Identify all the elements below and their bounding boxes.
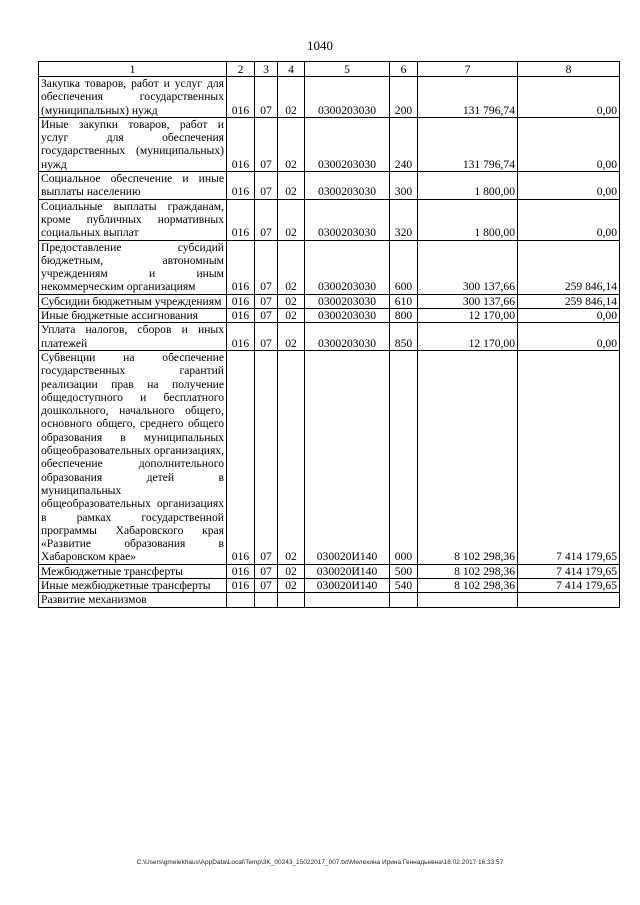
admin-code-cell: 016 [227,323,255,351]
target-article-cell: 0300203030 [305,117,390,171]
section-cell: 07 [255,294,278,308]
planned-amount-cell: 1 800,00 [418,199,518,240]
planned-amount-cell: 1 800,00 [418,172,518,200]
section-cell [255,593,278,607]
table-row [39,578,620,592]
target-article-cell: 0300203030 [305,323,390,351]
planned-amount-cell: 8 102 298,36 [418,350,518,564]
executed-amount-cell: 259 846,14 [518,240,620,294]
expense-type-cell: 320 [390,199,418,240]
subsection-cell: 02 [278,294,305,308]
admin-code-cell: 016 [227,240,255,294]
table-header-row [39,62,620,77]
subsection-cell: 02 [278,564,305,578]
expense-type-cell: 200 [390,77,418,118]
column-header: 5 [305,62,390,77]
executed-amount-cell: 7 414 179,65 [518,564,620,578]
column-header: 3 [255,62,278,77]
file-path-footer: C:\Users\gmelekhaus\AppData\Local\Temp\3K_00243_15022017_007.txt\Мелехина Ирина Геннадьевна\16.02.2017 16:33:57 [136,859,504,866]
table-row [39,77,620,118]
planned-amount-cell: 12 170,00 [418,309,518,323]
subsection-cell: 02 [278,199,305,240]
target-article-cell: 0300203030 [305,294,390,308]
row-name-cell: Иные закупки товаров, работ и услуг для обеспечения государственных (муниципальных) нужд [39,117,227,171]
admin-code-cell: 016 [227,578,255,592]
admin-code-cell [227,593,255,607]
subsection-cell: 02 [278,323,305,351]
expense-type-cell: 600 [390,240,418,294]
section-cell: 07 [255,77,278,118]
admin-code-cell: 016 [227,117,255,171]
planned-amount-cell: 12 170,00 [418,323,518,351]
column-header: 6 [390,62,418,77]
row-name-cell: Социальное обеспечение и иные выплаты населению [39,172,227,200]
table-row [39,240,620,294]
section-cell: 07 [255,172,278,200]
page-number: 1040 [307,38,333,53]
section-cell: 07 [255,240,278,294]
subsection-cell: 02 [278,350,305,564]
row-name-cell: Иные межбюджетные трансферты [39,578,227,592]
subsection-cell: 02 [278,117,305,171]
expense-type-cell: 300 [390,172,418,200]
subsection-cell: 02 [278,240,305,294]
target-article-cell: 030020И140 [305,564,390,578]
row-name-cell: Предоставление субсидий бюджетным, автономным учреждениям и иным некоммерческим организациям [39,240,227,294]
target-article-cell: 0300203030 [305,240,390,294]
section-cell: 07 [255,199,278,240]
target-article-cell: 0300203030 [305,199,390,240]
executed-amount-cell: 7 414 179,65 [518,578,620,592]
admin-code-cell: 016 [227,350,255,564]
row-name-cell: Иные бюджетные ассигнования [39,309,227,323]
target-article-cell: 030020И140 [305,350,390,564]
expense-type-cell: 540 [390,578,418,592]
table-row [39,199,620,240]
executed-amount-cell: 0,00 [518,117,620,171]
planned-amount-cell: 8 102 298,36 [418,578,518,592]
planned-amount-cell [418,593,518,607]
admin-code-cell: 016 [227,294,255,308]
subsection-cell: 02 [278,578,305,592]
expense-type-cell: 240 [390,117,418,171]
subsection-cell: 02 [278,172,305,200]
column-header: 2 [227,62,255,77]
table-row [39,117,620,171]
executed-amount-cell: 7 414 179,65 [518,350,620,564]
table-row [39,350,620,564]
column-header: 7 [418,62,518,77]
executed-amount-cell: 259 846,14 [518,294,620,308]
executed-amount-cell: 0,00 [518,172,620,200]
executed-amount-cell: 0,00 [518,77,620,118]
row-name-cell: Социальные выплаты гражданам, кроме публичных нормативных социальных выплат [39,199,227,240]
admin-code-cell: 016 [227,172,255,200]
executed-amount-cell: 0,00 [518,199,620,240]
row-name-cell: Межбюджетные трансферты [39,564,227,578]
expense-type-cell: 000 [390,350,418,564]
target-article-cell: 030020И140 [305,578,390,592]
table-row [39,564,620,578]
admin-code-cell: 016 [227,309,255,323]
table-row [39,309,620,323]
column-header: 8 [518,62,620,77]
expense-type-cell: 850 [390,323,418,351]
target-article-cell: 0300203030 [305,172,390,200]
planned-amount-cell: 300 137,66 [418,240,518,294]
admin-code-cell: 016 [227,199,255,240]
expense-type-cell: 500 [390,564,418,578]
target-article-cell: 0300203030 [305,309,390,323]
table-row [39,172,620,200]
admin-code-cell: 016 [227,564,255,578]
expense-type-cell [390,593,418,607]
section-cell: 07 [255,578,278,592]
column-header: 1 [39,62,227,77]
section-cell: 07 [255,323,278,351]
section-cell: 07 [255,350,278,564]
planned-amount-cell: 131 796,74 [418,77,518,118]
section-cell: 07 [255,564,278,578]
subsection-cell [278,593,305,607]
table-row [39,323,620,351]
admin-code-cell: 016 [227,77,255,118]
target-article-cell [305,593,390,607]
planned-amount-cell: 300 137,66 [418,294,518,308]
subsection-cell: 02 [278,309,305,323]
planned-amount-cell: 131 796,74 [418,117,518,171]
planned-amount-cell: 8 102 298,36 [418,564,518,578]
target-article-cell: 0300203030 [305,77,390,118]
expense-type-cell: 610 [390,294,418,308]
row-name-cell: Закупка товаров, работ и услуг для обеспечения государственных (муниципальных) нужд [39,77,227,118]
section-cell: 07 [255,117,278,171]
subsection-cell: 02 [278,77,305,118]
executed-amount-cell [518,593,620,607]
executed-amount-cell: 0,00 [518,309,620,323]
row-name-cell: Субвенции на обеспечение государственных гарантий реализации прав на получение общедоступного и бесплатного дошкольного, начального общего, основного общего, среднего общего образования в муниципальных общеобразовательных организациях, обеспечение дополнительного образования детей в муниципальных общеобразовательных организациях в рамках государственной программы Хабаровского края «Развитие образования в Хабаровском крае» [39,350,227,564]
table-row [39,593,620,607]
section-cell: 07 [255,309,278,323]
expense-type-cell: 800 [390,309,418,323]
row-name-cell: Развитие механизмов [39,593,227,607]
column-header: 4 [278,62,305,77]
executed-amount-cell: 0,00 [518,323,620,351]
budget-table [38,61,620,608]
table-row [39,294,620,308]
row-name-cell: Субсидии бюджетным учреждениям [39,294,227,308]
row-name-cell: Уплата налогов, сборов и иных платежей [39,323,227,351]
